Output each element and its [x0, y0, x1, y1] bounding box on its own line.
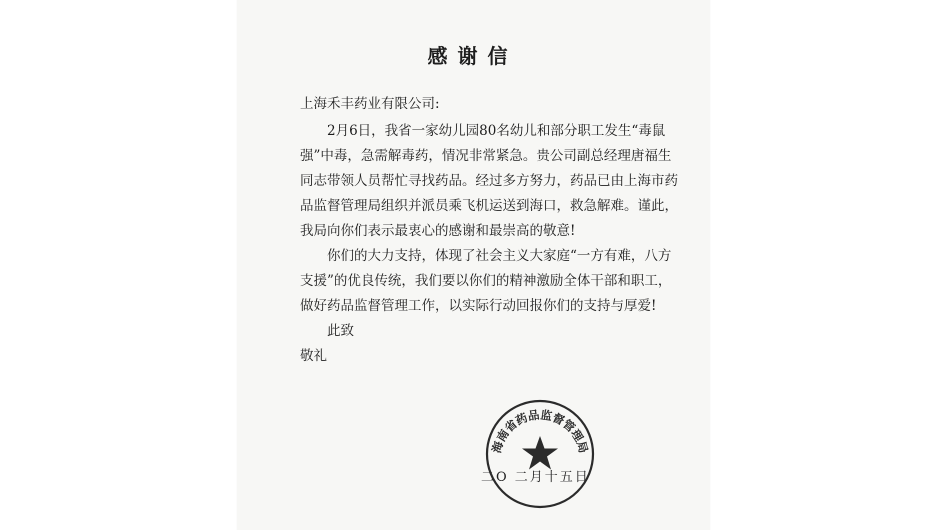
- official-seal: [484, 398, 596, 510]
- body-line: 2月6日，我省一家幼儿园80名幼儿和部分职工发生“毒鼠: [327, 123, 666, 139]
- star-icon: [522, 436, 558, 470]
- body-line: 同志带领人员帮忙寻找药品。经过多方努力，药品已由上海市药: [300, 173, 678, 189]
- letter-title: 感谢信: [427, 44, 518, 68]
- body-line: 做好药品监督管理工作，以实际行动回报你们的支持与厚爱!: [300, 298, 657, 314]
- body-line: 我局向你们表示最衷心的感谢和最崇高的敬意!: [300, 223, 576, 239]
- body-line: 强”中毒，急需解毒药，情况非常紧急。贵公司副总经理唐福生: [300, 148, 672, 164]
- closing-jingli: 敬礼: [300, 348, 327, 364]
- body-line: 你们的大力支持，体现了社会主义大家庭“一方有难，八方: [327, 248, 672, 264]
- salutation: 上海禾丰药业有限公司:: [300, 96, 440, 112]
- body-line: 支援”的优良传统，我们要以你们的精神激励全体干部和职工，: [300, 273, 672, 289]
- letter-page: [237, 0, 710, 530]
- letter-date: 二O 二月十五日: [481, 470, 590, 485]
- seal-text: 海南省药品监督管理局: [489, 407, 591, 455]
- closing-cizhi: 此致: [327, 323, 354, 339]
- body-line: 品监督管理局组织并派员乘飞机运送到海口，救急解难。谨此，: [300, 198, 678, 214]
